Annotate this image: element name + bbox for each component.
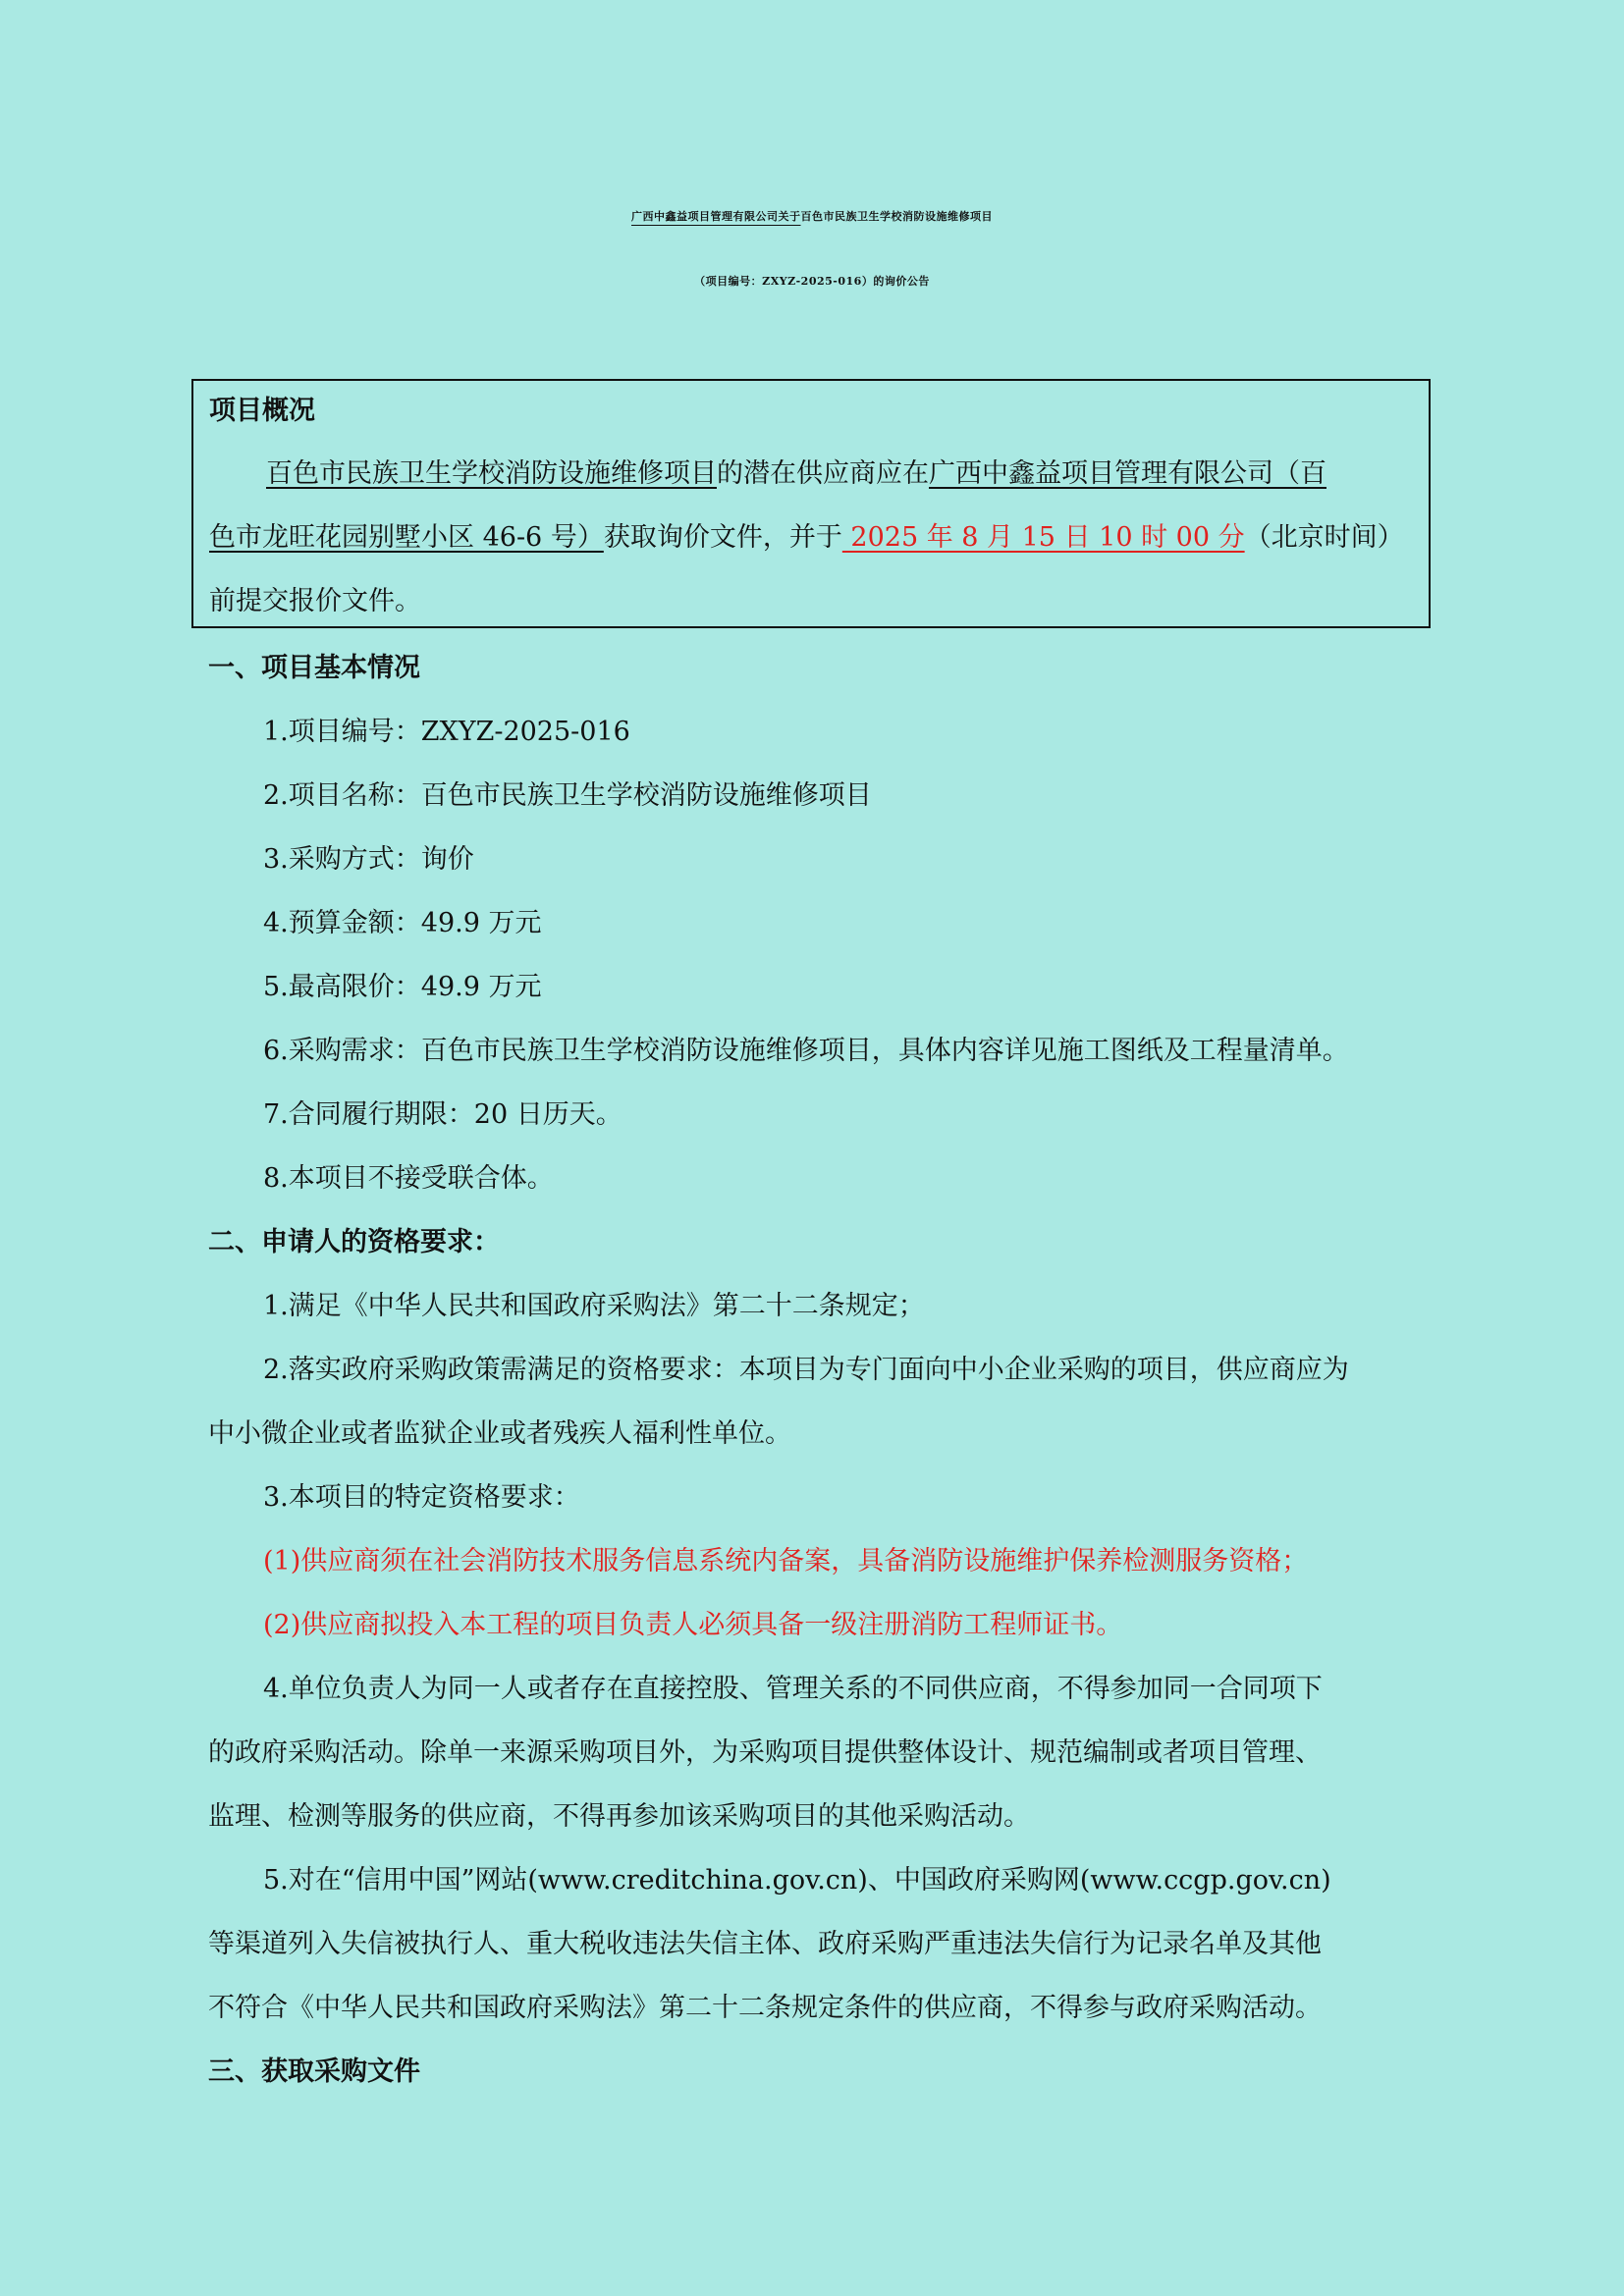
- overview-timezone: （北京时间）: [1244, 522, 1404, 553]
- section2-item: 5.对在“信用中国”网站(www.creditchina.gov.cn)、中国政府采购网(www.ccgp.gov.cn): [263, 1865, 1331, 1896]
- section1-item: 5.最高限价：49.9 万元: [263, 972, 542, 1002]
- title-company: 广西中鑫益项目管理有限公司关于: [631, 210, 801, 223]
- section2-item-continued: 的政府采购活动。除单一来源采购项目外，为采购项目提供整体设计、规范编制或者项目管理、: [208, 1737, 1322, 1768]
- announcement-title-line2: （项目编号：ZXYZ-2025-016）的询价公告: [694, 275, 930, 288]
- overview-company-name: 广西中鑫益项目管理有限公司（百: [929, 458, 1326, 489]
- section1-item: 4.预算金额：49.9 万元: [263, 908, 542, 938]
- overview-heading: 项目概况: [209, 396, 315, 426]
- section2-item: 4.单位负责人为同一人或者存在直接控股、管理关系的不同供应商，不得参加同一合同项下: [263, 1674, 1323, 1704]
- section1-item: 3.采购方式：询价: [263, 844, 474, 875]
- overview-project-name: 百色市民族卫生学校消防设施维修项目: [266, 458, 717, 489]
- section2-item-continued: 不符合《中华人民共和国政府采购法》第二十二条规定条件的供应商，不得参与政府采购活动。: [208, 1993, 1322, 2023]
- overview-deadline: 2025 年 8 月 15 日 10 时 00 分: [841, 522, 1245, 553]
- section3-heading: 三、获取采购文件: [208, 2056, 420, 2087]
- overview-text: 的潜在供应商应在: [717, 458, 929, 489]
- section1-item: 6.采购需求：百色市民族卫生学校消防设施维修项目，具体内容详见施工图纸及工程量清单。: [263, 1036, 1349, 1066]
- project-overview-box: [191, 379, 1431, 628]
- section2-item-continued: 监理、检测等服务的供应商，不得再参加该采购项目的其他采购活动。: [208, 1801, 1030, 1832]
- section1-item: 2.项目名称：百色市民族卫生学校消防设施维修项目: [263, 780, 872, 811]
- overview-text: 获取询价文件，并于: [603, 522, 842, 553]
- section1-heading: 一、项目基本情况: [208, 653, 420, 683]
- special-requirement: (2)供应商拟投入本工程的项目负责人必须具备一级注册消防工程师证书。: [263, 1610, 1123, 1640]
- title-project: 百色市民族卫生学校消防设施维修项目: [800, 210, 993, 223]
- overview-address: 色市龙旺花园别墅小区 46-6 号）: [209, 522, 604, 553]
- section2-item: 2.落实政府采购政策需满足的资格要求：本项目为专门面向中小企业采购的项目，供应商应为: [263, 1355, 1349, 1385]
- overview-line-3: 前提交报价文件。: [209, 586, 421, 616]
- section1-item: 1.项目编号：ZXYZ-2025-016: [263, 717, 630, 747]
- section1-item: 7.合同履行期限：20 日历天。: [263, 1099, 623, 1130]
- section2-heading: 二、申请人的资格要求：: [208, 1227, 500, 1257]
- section2-item-continued: 中小微企业或者监狱企业或者残疾人福利性单位。: [208, 1418, 791, 1449]
- section2-item: 1.满足《中华人民共和国政府采购法》第二十二条规定；: [263, 1291, 925, 1321]
- overview-line-1: [266, 452, 1326, 490]
- announcement-title-line1: [0, 208, 1624, 224]
- section1-item: 8.本项目不接受联合体。: [263, 1163, 554, 1194]
- section2-item: 3.本项目的特定资格要求：: [263, 1482, 580, 1513]
- special-requirement: (1)供应商须在社会消防技术服务信息系统内备案，具备消防设施维护保养检测服务资格；: [263, 1546, 1309, 1576]
- section2-item-continued: 等渠道列入失信被执行人、重大税收违法失信主体、政府采购严重违法失信行为记录名单及其他: [208, 1929, 1322, 1959]
- overview-line-2: [209, 515, 1404, 554]
